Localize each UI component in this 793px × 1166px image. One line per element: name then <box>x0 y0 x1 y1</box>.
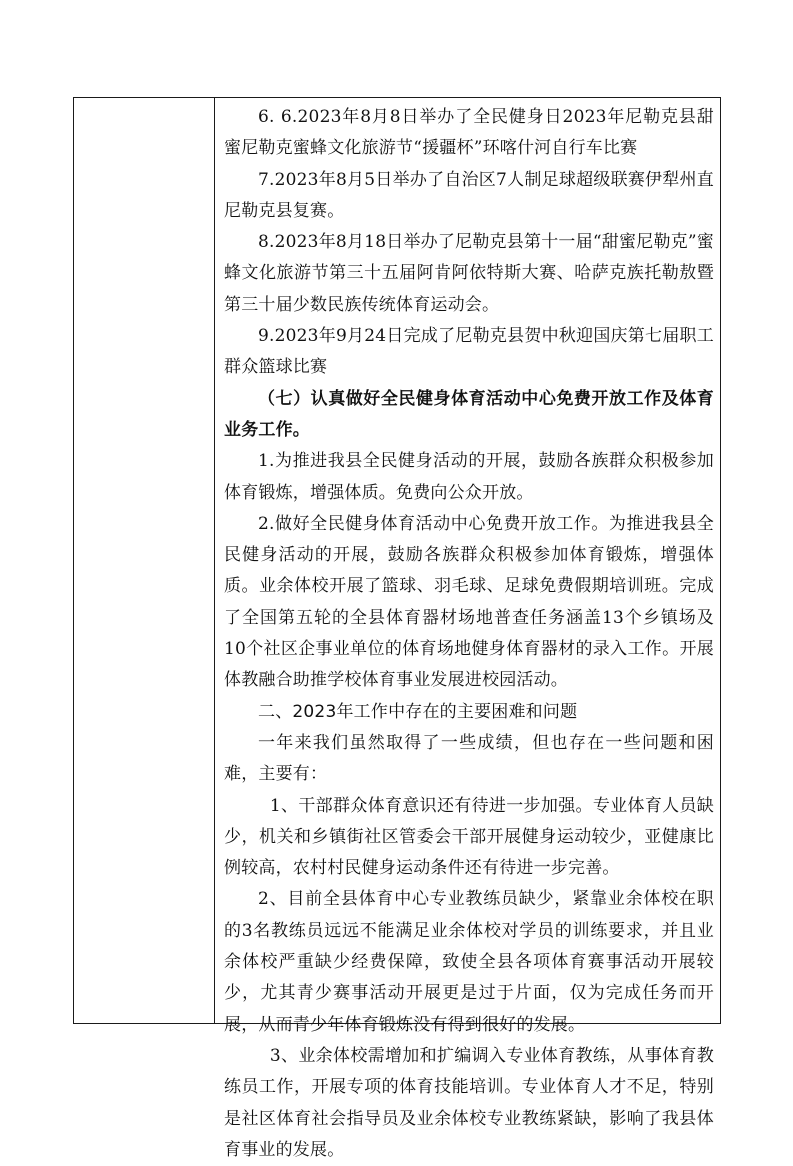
column-divider <box>214 98 215 1023</box>
form-table <box>73 97 721 1160</box>
paragraph-item-9: 9.2023年9月24日完成了尼勒克县贺中秋迎国庆第七届职工群众篮球比赛 <box>224 326 714 378</box>
paragraph-problem-2: 2、目前全县体育中心专业教练员缺少，紧靠业余体校在职的3名教练员远远不能满足业余体校对学员的训练要求，并且业余体校严重缺少经费保障，致使全县各项体育赛事活动开展较少，尤其青少赛事活动开展更是过于片面，仅为完成任务而开展，从而青少年体育锻炼没有得到很好的发展。 <box>224 889 714 1035</box>
paragraph-problem-1: 1、干部群众体育意识还有待进一步加强。专业体育人员缺少，机关和乡镇街社区管委会干部开展健身运动较少，亚健康比例较高，农村村民健身运动条件还有待进一步完善。 <box>224 795 714 879</box>
paragraph-section-7-item-1: 1.为推进我县全民健身活动的开展，鼓励各族群众积极参加体育锻炼，增强体质。免费向公众开放。 <box>224 451 714 503</box>
part-2-heading: 二、2023年工作中存在的主要困难和问题 <box>258 701 578 722</box>
section-heading-7: （七）认真做好全民健身体育活动中心免费开放工作及体育业务工作。 <box>224 388 714 440</box>
paragraph-item-7: 7.2023年8月5日举办了自治区7人制足球超级联赛伊犁州直尼勒克县复赛。 <box>224 169 714 221</box>
content-cell <box>224 102 714 1166</box>
paragraph-section-7-item-2: 2.做好全民健身体育活动中心免费开放工作。为推进我县全民健身活动的开展，鼓励各族群众积极参加体育锻炼，增强体质。业余体校开展了篮球、羽毛球、足球免费假期培训班。完成了全国第五轮的全县体育器材场地普查任务涵盖13个乡镇场及10个社区企事业单位的体育场地健身体育器材的录入工作。开展体教融合助推学校体育事业发展进校园活动。 <box>224 513 714 691</box>
paragraph-item-8: 8.2023年8月18日举办了尼勒克县第十一届“甜蜜尼勒克”蜜蜂文化旅游节第三十五届阿肯阿依特斯大赛、哈萨克族托勒敖暨第三十届少数民族传统体育运动会。 <box>224 232 714 315</box>
paragraph-problem-3: 3、业余体校需增加和扩编调入专业体育教练，从事体育教练员工作，开展专项的体育技能培训。专业体育人才不足，特别是社区体育社会指导员及业余体校专业教练紧缺，影响了我县体育事业的发展。 <box>224 1045 714 1160</box>
paragraph-part-2-intro: 一年来我们虽然取得了一些成绩，但也存在一些问题和困难，主要有： <box>224 732 714 785</box>
paragraph-item-6: 6. 6.2023年8月8日举办了全民健身日2023年尼勒克县甜蜜尼勒克蜜蜂文化旅游节“援疆杯”环喀什河自行车比赛 <box>224 107 714 159</box>
